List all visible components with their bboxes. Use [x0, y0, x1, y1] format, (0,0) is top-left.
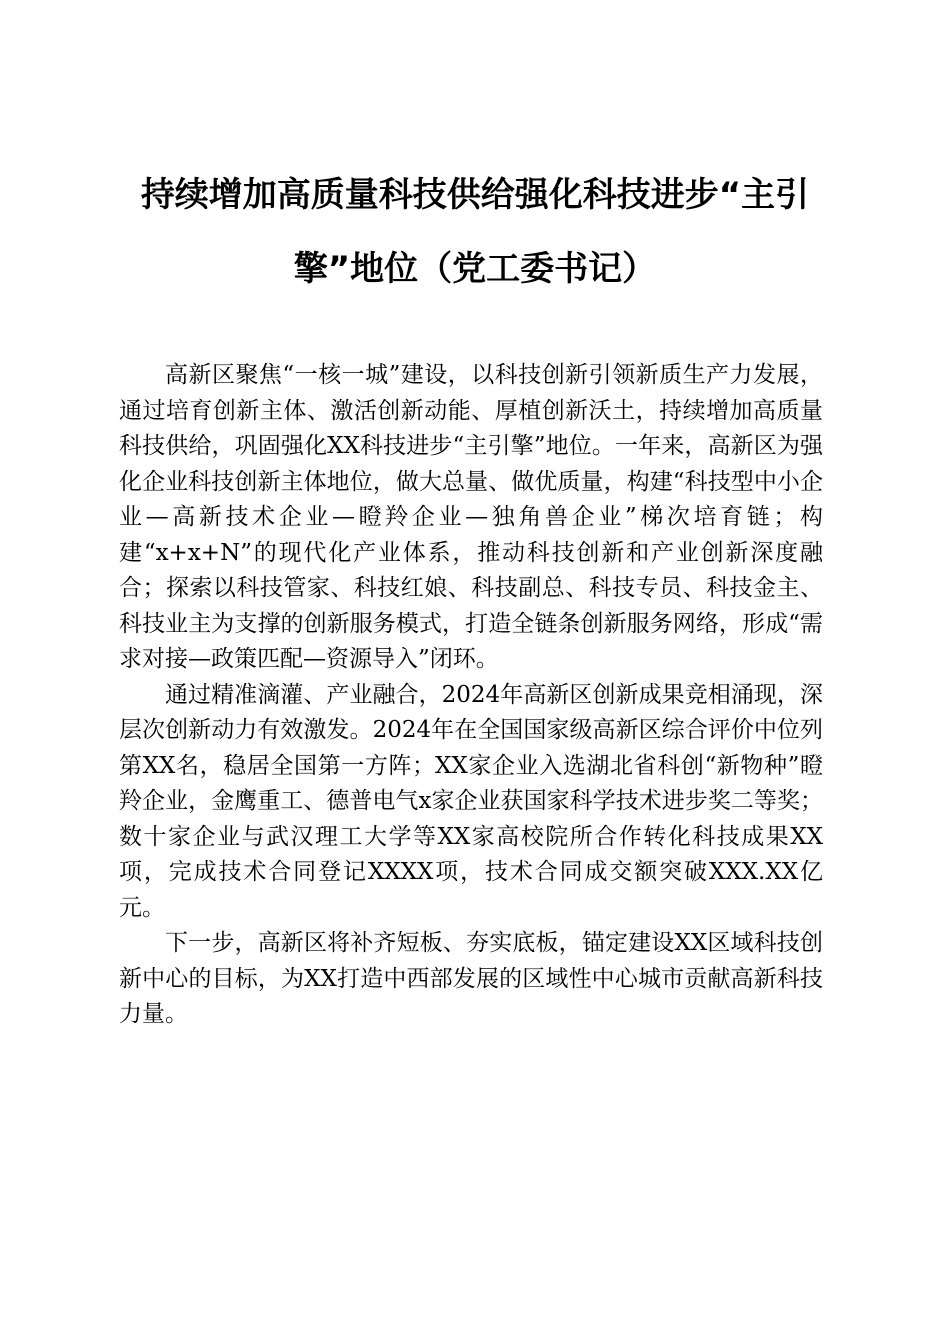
document-title: 持续增加高质量科技供给强化科技进步“主引擎”地位（党工委书记） [140, 175, 810, 289]
paragraph-intro: 高新区聚焦“一核一城”建设，以科技创新引领新质生产力发展，通过培育创新主体、激活创新动能、厚植创新沃土，持续增加高质量科技供给，巩固强化XX科技进步“主引擎”地位。一年来，高新区为强化企业科技创新主体地位，做大总量、做优质量，构建“科技型中小企业—高新技术企业—瞪羚企业—独角兽企业”梯次培育链；构建“x+x+N”的现代化产业体系，推动科技创新和产业创新深度融合；探索以科技管家、科技红娘、科技副总、科技专员、科技金主、科技业主为支撑的创新服务模式，打造全链条创新服务网络，形成“需求对接—政策匹配—资源导入”闭环。 [119, 362, 823, 672]
document-body [119, 358, 823, 1033]
paragraph-achievements: 通过精准滴灌、产业融合，2024年高新区创新成果竞相涌现，深层次创新动力有效激发。2024年在全国国家级高新区综合评价中位列第XX名，稳居全国第一方阵；XX家企业入选湖北省科创“新物种”瞪羚企业，金鹰重工、德普电气x家企业获国家科学技术进步奖二等奖；数十家企业与武汉理工大学等XX家高校院所合作转化科技成果XX项，完成技术合同登记XXXX项，技术合同成交额突破XXX.XX亿元。 [119, 681, 823, 921]
paragraph-next-steps: 下一步，高新区将补齐短板、夯实底板，锚定建设XX区域科技创新中心的目标，为XX打造中西部发展的区域性中心城市贡献高新科技力量。 [119, 930, 823, 1027]
